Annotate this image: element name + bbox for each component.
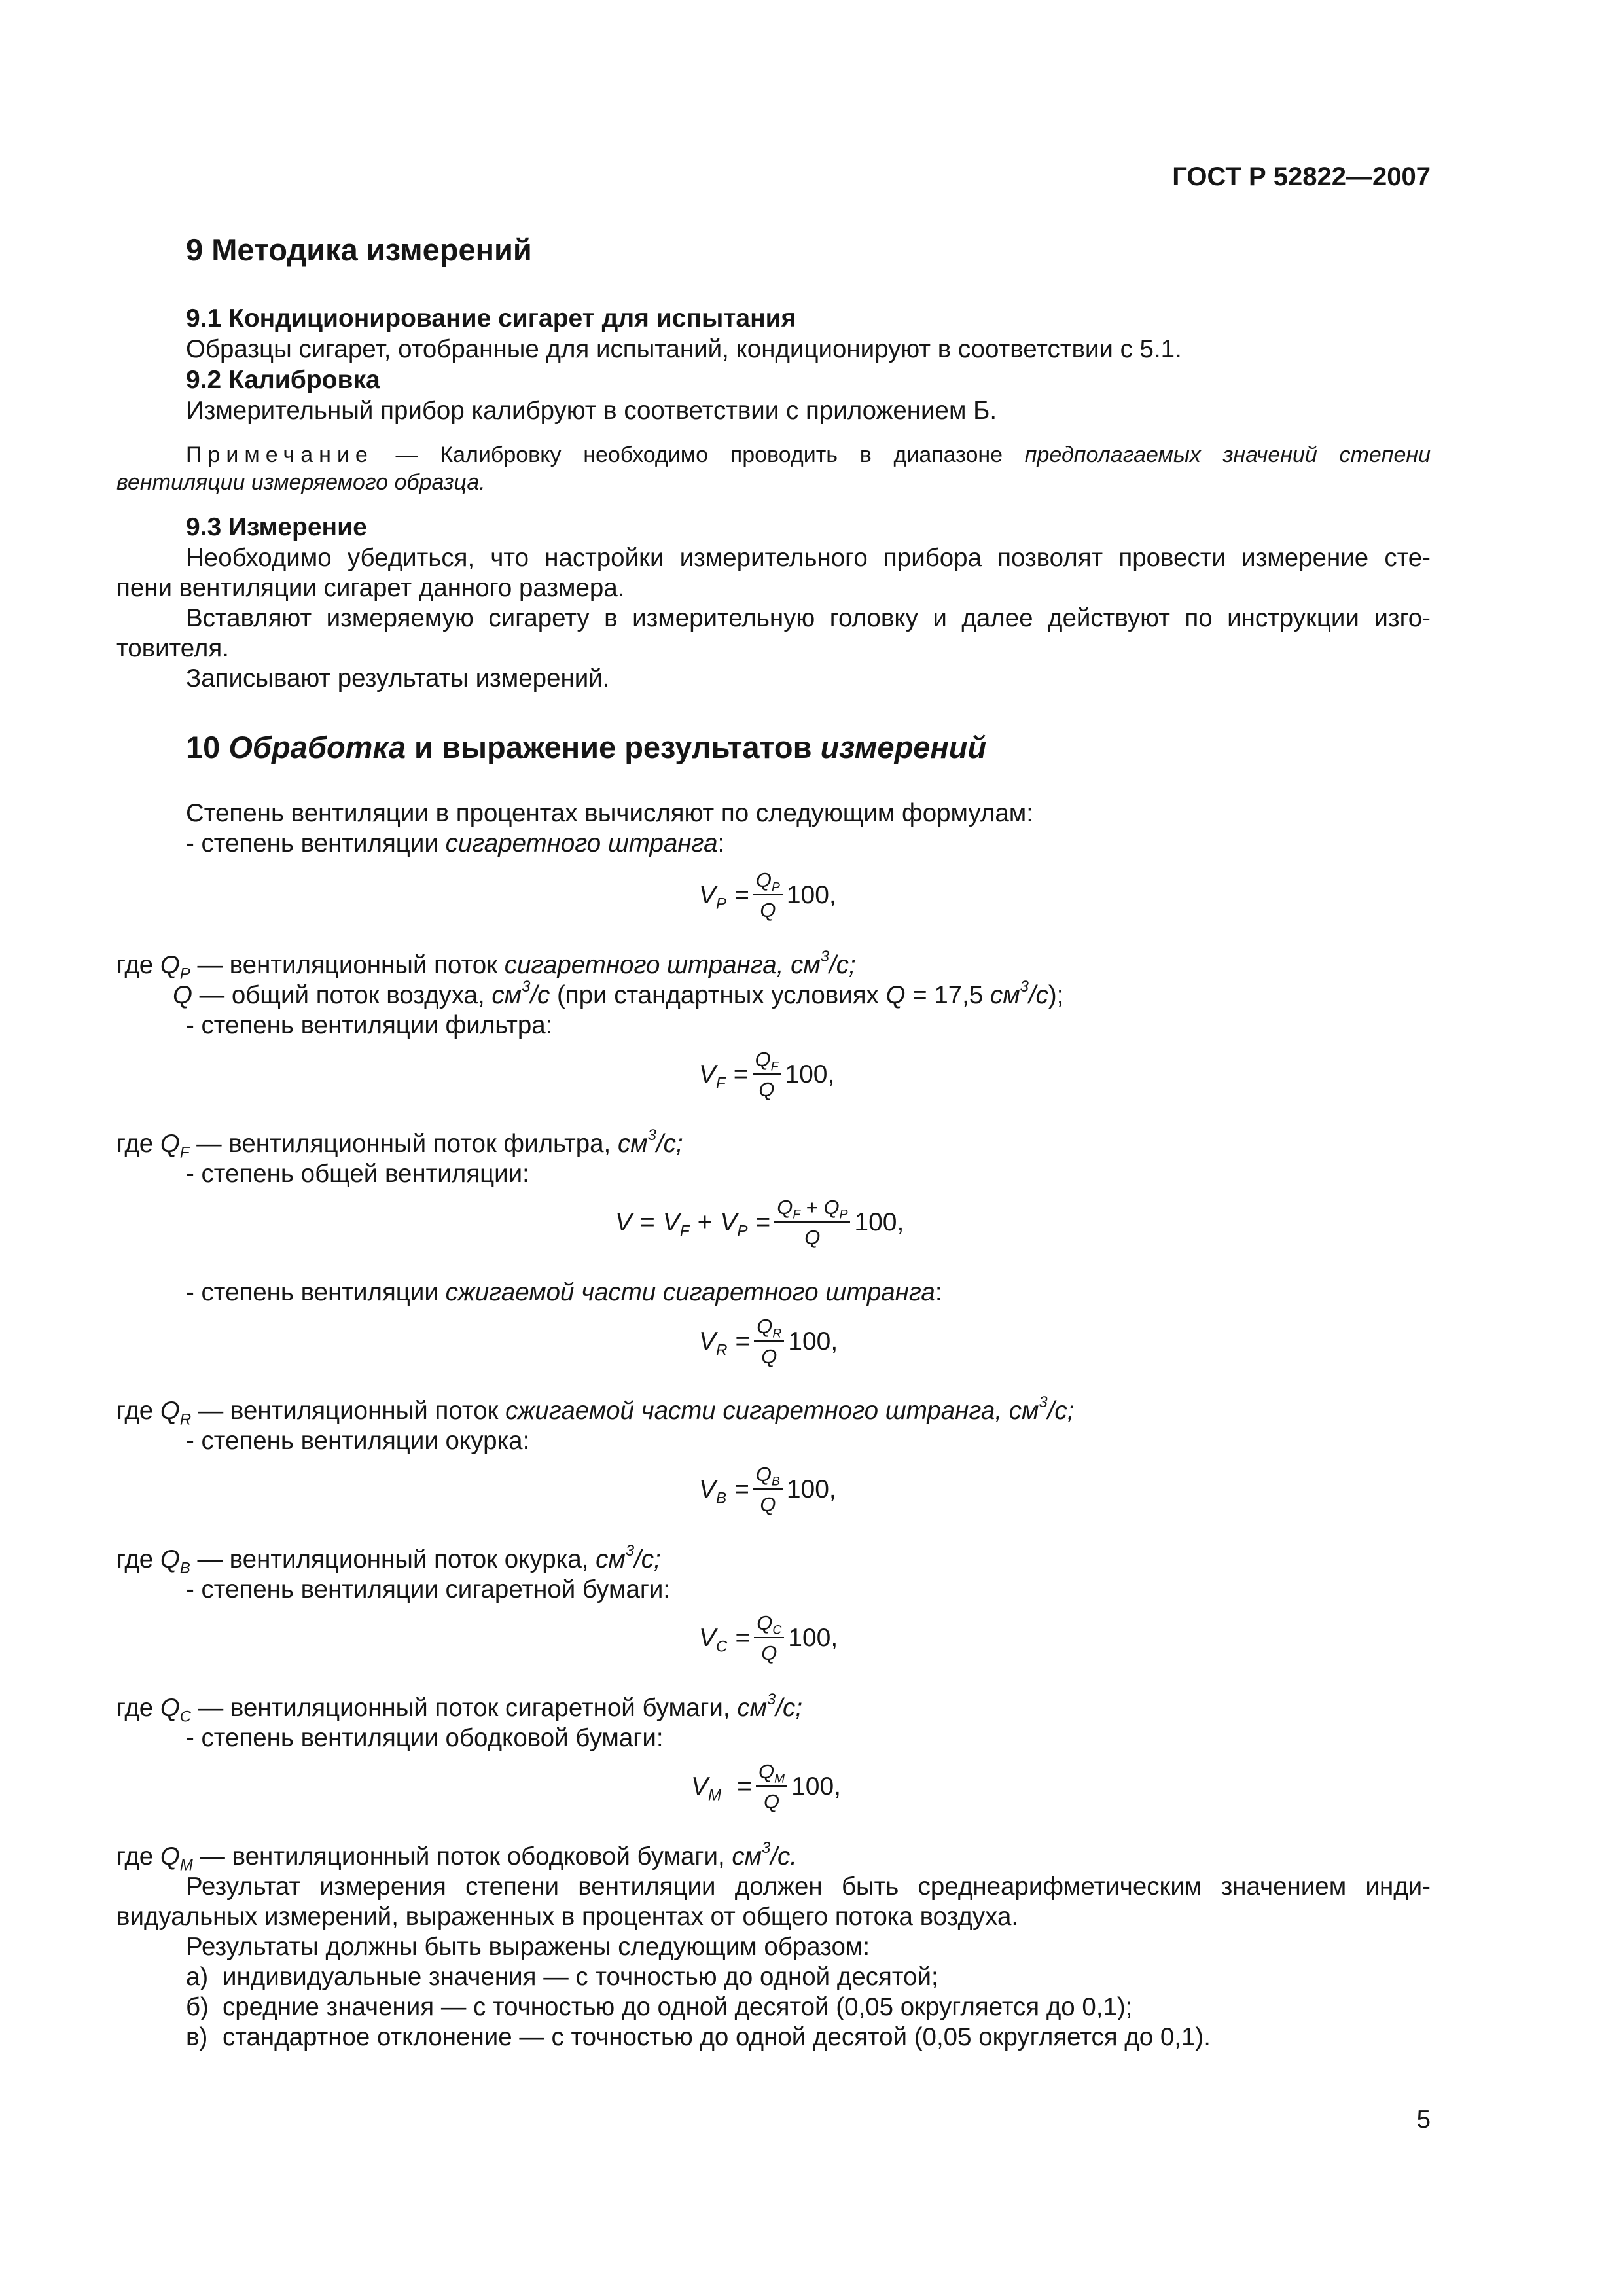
result-paragraph-continued: видуальных измерений, выраженных в процентах от общего потока воздуха.: [116, 1903, 1019, 1931]
where-butt: где $Q_B$ — вентиляционный поток окурка, $см^3/с$;: [116, 1542, 661, 1577]
document-code: ГОСТ Р 52822—2007: [1172, 162, 1431, 191]
formula-rod-ventilation: $V_P$ = $\frac{Q_P}{Q}$ 100,: [699, 869, 836, 922]
where-burning-part: где $Q_R$ — вентиляционный поток сжигаемой части сигаретного штранга, $см^3/с$;: [116, 1393, 1075, 1429]
formula-total-ventilation: V = $V_F$ + $V_P$ = $\frac{Q_F + Q_P}{Q}$ 100,: [615, 1196, 904, 1249]
item-rod-ventilation: - степень вентиляции сигаретного штранга:: [186, 829, 725, 857]
where-total-flow: Q — общий поток воздуха, $см^3/с$ (при стандартных условиях Q = 17,5 $см^3/с$);: [173, 978, 1064, 1009]
measurement-paragraph-3: Записывают результаты измерений.: [186, 664, 610, 692]
measurement-paragraph-2-continued: товителя.: [116, 634, 229, 662]
where-tipping-paper: где $Q_M$ — вентиляционный поток ободковой бумаги, $см^3/с$.: [116, 1839, 797, 1874]
formulas-intro: Степень вентиляции в процентах вычисляют по следующим формулам:: [186, 799, 1033, 827]
where-filter: где $Q_F$ — вентиляционный поток фильтра, $см^3/с$;: [116, 1126, 683, 1162]
note-label: Примечание: [186, 442, 374, 467]
list-item: в) стандартное отклонение — с точностью до одной десятой (0,05 округляется до 0,1).: [186, 2023, 1211, 2051]
page-number: 5: [1416, 2106, 1431, 2134]
formula-filter-ventilation: $V_F$ = $\frac{Q_F}{Q}$ 100,: [699, 1048, 835, 1101]
measurement-paragraph-1-continued: пени вентиляции сигарет данного размера.: [116, 574, 625, 602]
section-10-title: 10 Обработка и выражение результатов измерений: [186, 730, 987, 764]
item-tipping-paper-ventilation: - степень вентиляции ободковой бумаги:: [186, 1724, 664, 1752]
list-item: а) индивидуальные значения — с точностью до одной десятой;: [186, 1963, 938, 1991]
formula-paper-ventilation: $V_C$ = $\frac{Q_C}{Q}$ 100,: [699, 1611, 838, 1664]
section-9-title: 9 Методика измерений: [186, 232, 532, 267]
calibration-note: Примечание — Калибровку необходимо проводить в диапазоне предполагаемых значений степени: [186, 442, 1431, 467]
where-rod: где $Q_P$ — вентиляционный поток сигаретного штранга, $см^3/с$;: [116, 948, 856, 983]
formula-tipping-paper-ventilation: $V_M$ = $\frac{Q_M}{Q}$ 100,: [691, 1760, 841, 1813]
subsection-9-1-title: 9.1 Кондиционирование сигарет для испытания: [186, 304, 796, 332]
list-item: б) средние значения — с точностью до одной десятой (0,05 округляется до 0,1);: [186, 1993, 1133, 2021]
item-butt-ventilation: - степень вентиляции окурка:: [186, 1427, 530, 1455]
result-paragraph: Результат измерения степени вентиляции должен быть среднеарифметическим значением инди-: [186, 1873, 1431, 1901]
subsection-9-2-title: 9.2 Калибровка: [186, 366, 380, 394]
measurement-paragraph-1: Необходимо убедиться, что настройки измерительного прибора позволят провести измерение сте-: [186, 544, 1431, 572]
item-burning-part-ventilation: - степень вентиляции сжигаемой части сигаретного штранга:: [186, 1278, 942, 1306]
calibration-note-continued: вентиляции измеряемого образца.: [116, 470, 486, 495]
item-total-ventilation: - степень общей вентиляции:: [186, 1160, 529, 1188]
measurement-paragraph-2: Вставляют измеряемую сигарету в измерительную головку и далее действуют по инструкции изго-: [186, 604, 1431, 632]
subsection-9-3-title: 9.3 Измерение: [186, 513, 367, 541]
subsection-9-1-text: Образцы сигарет, отобранные для испытаний, кондиционируют в соответствии с 5.1.: [186, 335, 1182, 363]
results-format-intro: Результаты должны быть выражены следующим образом:: [186, 1933, 870, 1961]
item-paper-ventilation: - степень вентиляции сигаретной бумаги:: [186, 1575, 671, 1604]
item-filter-ventilation: - степень вентиляции фильтра:: [186, 1011, 553, 1039]
subsection-9-2-text: Измерительный прибор калибруют в соответствии с приложением Б.: [186, 397, 997, 425]
formula-butt-ventilation: $V_B$ = $\frac{Q_B}{Q}$ 100,: [699, 1463, 836, 1516]
where-paper: где $Q_C$ — вентиляционный поток сигаретной бумаги, $см^3/с$;: [116, 1691, 802, 1726]
formula-burning-part-ventilation: $V_R$ = $\frac{Q_R}{Q}$ 100,: [699, 1315, 838, 1368]
